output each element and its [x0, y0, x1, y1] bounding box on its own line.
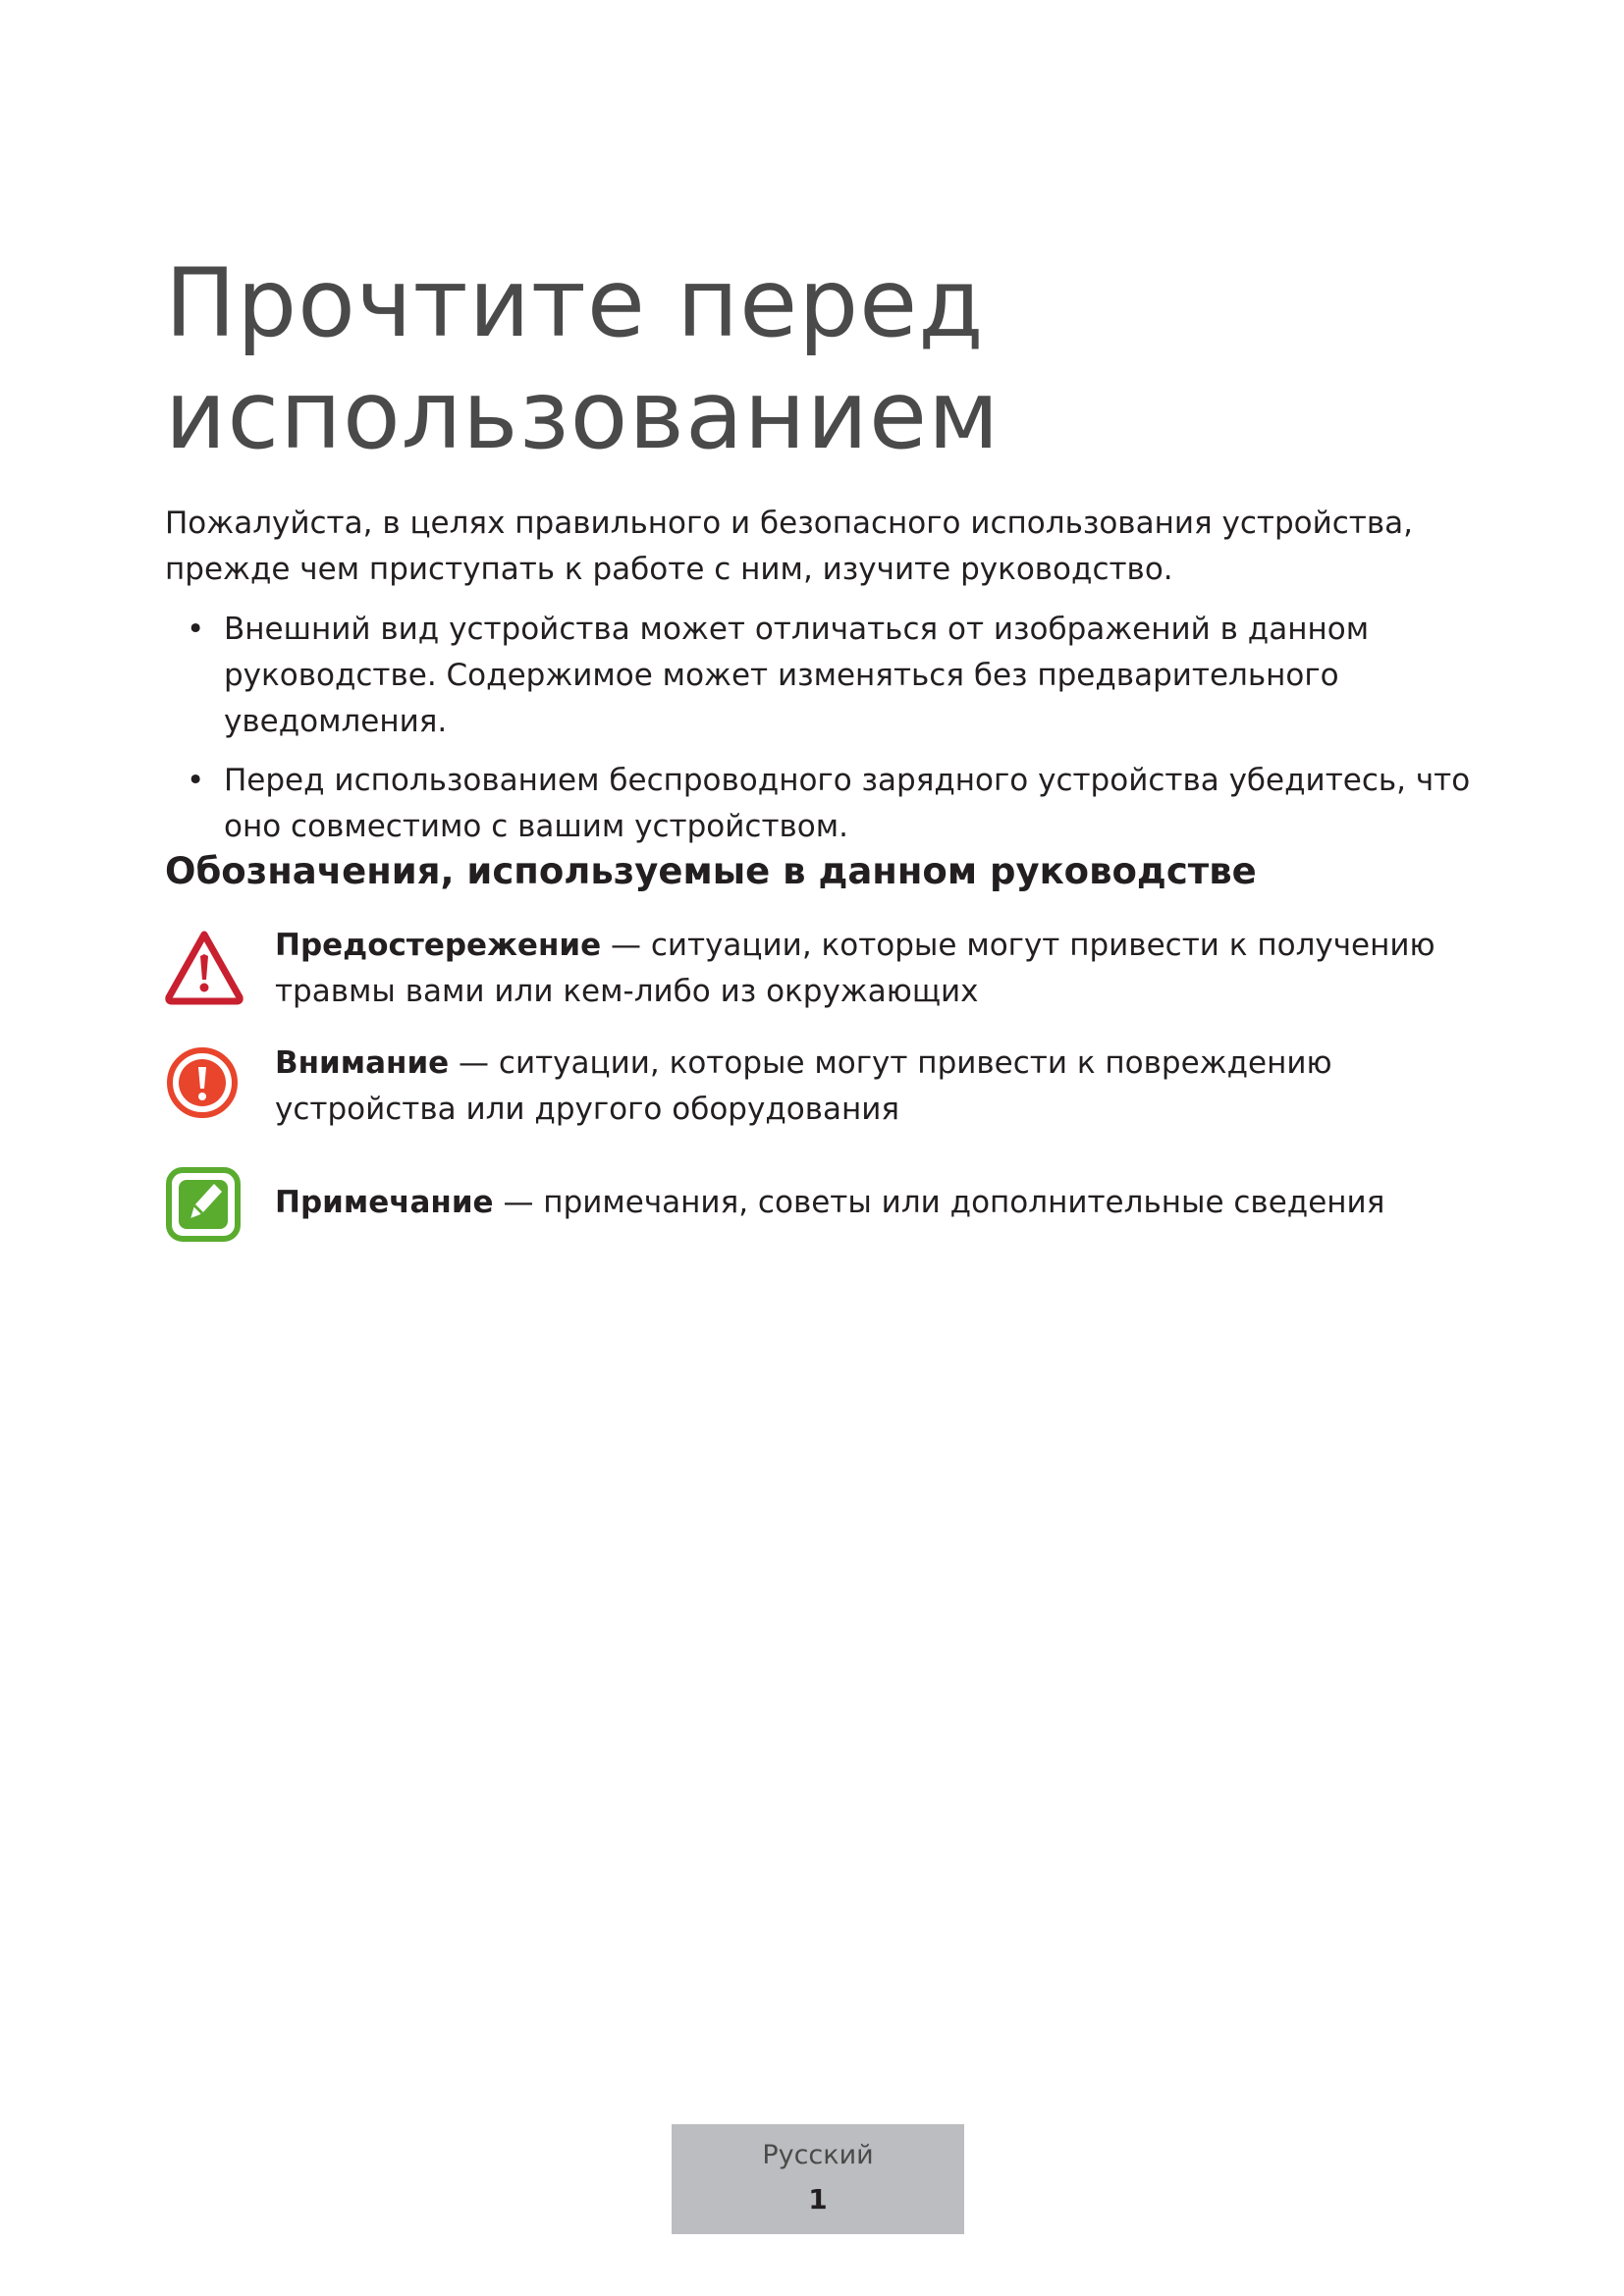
notice-note-description: — примечания, советы или дополнительные сведения: [493, 1185, 1385, 1220]
bullet-symbol: •: [187, 612, 205, 647]
notice-warning-term: Предостережение: [275, 928, 602, 963]
intro-paragraph: Пожалуйста, в целях правильного и безопасного использования устройства, прежде чем приступать к работе с ним, изучите руководство.: [165, 506, 1413, 587]
footer-page-number: 1: [808, 2183, 828, 2216]
bullet-text: Внешний вид устройства может отличаться от изображений в данном руководстве. Содержимое может изменяться без предварительного уведомления.: [224, 612, 1370, 739]
notice-note-term: Примечание: [275, 1185, 494, 1220]
notice-warning-text: [275, 923, 1473, 1015]
bullet-item: [165, 758, 1490, 850]
footer-language: Русский: [762, 2140, 874, 2170]
notice-caution-description: — ситуации, которые могут привести к повреждению устройства или другого оборудования: [275, 1045, 1332, 1127]
notice-note-text: [275, 1180, 1473, 1226]
warning-triangle-icon: [165, 929, 244, 1007]
notice-warning-description: — ситуации, которые могут привести к получению травмы вами или кем-либо из окружающих: [275, 928, 1435, 1009]
page-title-line-1: Прочтите перед: [165, 248, 985, 358]
bullet-list: [165, 607, 1490, 863]
bullet-symbol: •: [187, 763, 205, 798]
caution-circle-icon: [165, 1045, 244, 1124]
page-title: [165, 247, 1461, 471]
bullet-item: [165, 607, 1490, 745]
notice-caution-text: [275, 1041, 1473, 1133]
section-heading: Обозначения, используемые в данном руководстве: [165, 850, 1257, 892]
page-title-line-2: использованием: [165, 360, 1001, 470]
bullet-text: Перед использованием беспроводного зарядного устройства убедитесь, что оно совместимо с вашим устройством.: [224, 763, 1471, 844]
note-pen-icon: [165, 1166, 244, 1245]
notice-caution-term: Внимание: [275, 1045, 450, 1081]
page-footer: [672, 2124, 964, 2234]
